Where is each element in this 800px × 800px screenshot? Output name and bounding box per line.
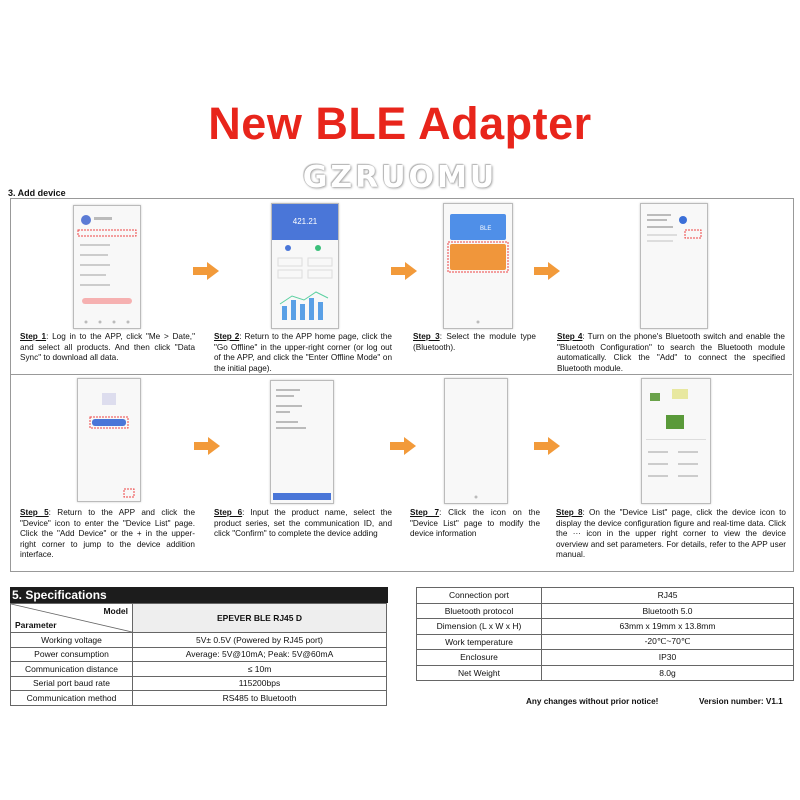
table-cell: Enclosure <box>417 650 542 666</box>
table-cell: Bluetooth protocol <box>417 603 542 619</box>
table-corner-cell <box>11 604 133 633</box>
step-caption-3 <box>413 332 536 353</box>
table-cell: Bluetooth 5.0 <box>542 603 794 619</box>
step-caption-7 <box>410 508 540 540</box>
table-cell: RJ45 <box>542 588 794 604</box>
row-divider <box>10 374 792 375</box>
model-name: EPEVER BLE RJ45 D <box>133 604 387 633</box>
table-cell: IP30 <box>542 650 794 666</box>
table-cell: RS485 to Bluetooth <box>133 691 387 706</box>
version-number: Version number: V1.1 <box>699 697 783 706</box>
table-cell: Average: 5V@10mA; Peak: 5V@60mA <box>133 647 387 662</box>
step-caption-2 <box>214 332 392 374</box>
phone-screenshot-step5 <box>77 378 141 502</box>
table-cell: 115200bps <box>133 676 387 691</box>
spec-table-right <box>416 587 794 681</box>
step-number: Step 5 <box>20 508 49 517</box>
table-cell: 5V± 0.5V (Powered by RJ45 port) <box>133 633 387 648</box>
step-text: : Return to the APP home page, click the "Go Offline" in the upper-right corner (or log out of the APP, and click the "Enter Offline Mode" on the initial page). <box>214 332 392 373</box>
table-cell: Communication method <box>11 691 133 706</box>
step-text: : On the "Device List" page, click the device icon to display the device configuration figure and real-time data. Click the ··· icon in the upper right corner to view the device overview and set parameters. For details, refer to the APP user manual. <box>556 508 786 559</box>
table-cell: 63mm x 19mm x 13.8mm <box>542 619 794 635</box>
phone-label: BLE <box>480 226 492 232</box>
step-caption-1 <box>20 332 195 364</box>
step-text: : Input the product name, select the product series, set the communication ID, and click "Confirm" to complete the device adding <box>214 508 392 538</box>
phone-screenshot-step3 <box>443 203 513 329</box>
step-text: : Select the module type (Bluetooth). <box>413 332 536 352</box>
table-cell: Net Weight <box>417 665 542 681</box>
table-row <box>11 676 387 691</box>
phone-value: 421.21 <box>292 217 318 226</box>
spec-table-left <box>10 603 387 706</box>
table-cell: Work temperature <box>417 634 542 650</box>
table-row <box>11 633 387 648</box>
step-number: Step 3 <box>413 332 440 341</box>
corner-param-label: Parameter <box>15 620 57 630</box>
watermark: GZRUOMU <box>302 160 498 195</box>
table-row <box>11 691 387 706</box>
table-cell: Communication distance <box>11 662 133 677</box>
table-cell: -20℃~70℃ <box>542 634 794 650</box>
phone-screenshot-step4 <box>640 203 708 329</box>
step-number: Step 4 <box>557 332 583 341</box>
phone-screenshot-step6 <box>270 380 334 504</box>
step-number: Step 2 <box>214 332 240 341</box>
step-text: : Log in to the APP, click "Me > Date," and select all products. And then click "Data Sync" to download all data. <box>20 332 195 362</box>
table-cell: ≤ 10m <box>133 662 387 677</box>
table-row <box>11 647 387 662</box>
step-text: : Click the icon on the "Device List" page to modify the device information <box>410 508 541 538</box>
table-row <box>11 662 387 677</box>
table-cell: 8.0g <box>542 665 794 681</box>
table-cell: Dimension (L x W x H) <box>417 619 542 635</box>
step-text: : Return to the APP and click the "Device" icon to enter the "Device List" page. Click the "Add Device" or the + in the upper-right corner to jump to the device addition interface. <box>20 508 195 559</box>
spec-heading: 5. Specifications <box>10 587 388 603</box>
step-caption-4 <box>557 332 785 374</box>
corner-model-label: Model <box>103 606 128 616</box>
change-notice: Any changes without prior notice! <box>526 697 659 706</box>
table-row <box>417 634 794 650</box>
step-text: : Turn on the phone's Bluetooth switch and enable the "Bluetooth Configuration" to search the Bluetooth module automatically. Click the "Add" to connect the specified Bluetooth module. <box>557 332 785 373</box>
step-number: Step 1 <box>20 332 47 341</box>
phone-screenshot-step2 <box>271 203 339 329</box>
step-caption-5 <box>20 508 195 561</box>
step-number: Step 6 <box>214 508 243 517</box>
table-cell: Power consumption <box>11 647 133 662</box>
table-row <box>417 665 794 681</box>
page-title: New BLE Adapter <box>208 98 592 149</box>
table-row <box>417 603 794 619</box>
table-row <box>417 588 794 604</box>
table-cell: Connection port <box>417 588 542 604</box>
table-cell: Serial port baud rate <box>11 676 133 691</box>
step-caption-6 <box>214 508 392 540</box>
section-heading: 3. Add device <box>8 188 66 198</box>
step-caption-8 <box>556 508 786 561</box>
table-row <box>417 650 794 666</box>
phone-screenshot-step7 <box>444 378 508 504</box>
phone-screenshot-step8 <box>641 378 711 504</box>
step-number: Step 8 <box>556 508 583 517</box>
table-row <box>417 619 794 635</box>
step-number: Step 7 <box>410 508 440 517</box>
phone-screenshot-step1 <box>73 205 141 329</box>
table-cell: Working voltage <box>11 633 133 648</box>
